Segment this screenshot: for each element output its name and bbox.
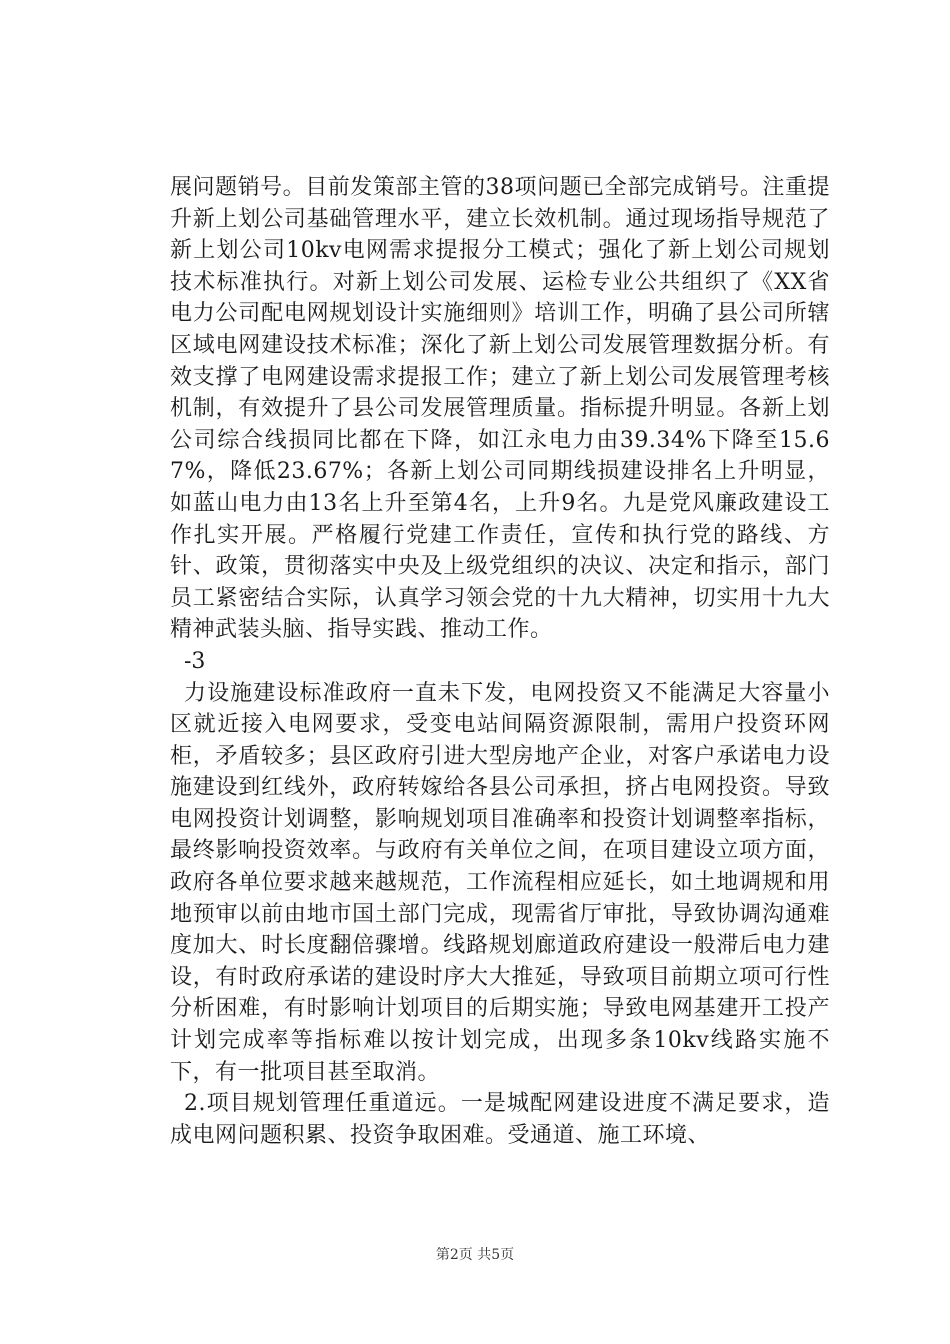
page-footer: 第2页 共5页 — [435, 1247, 515, 1263]
paragraph-3: 2.项目规划管理任重道远。一是城配网建设进度不满足要求，造成电网问题积累、投资争取困难。受通道、施工环境、 — [170, 1091, 830, 1148]
page-marker: -3 — [184, 648, 206, 674]
document-body — [170, 172, 830, 1151]
paragraph-1: 展问题销号。目前发策部主管的38项问题已全部完成销号。注重提升新上划公司基础管理水平，建立长效机制。通过现场指导规范了新上划公司10kv电网需求提报分工模式；强化了新上划公司规划技术标准执行。对新上划公司发展、运检专业公共组织了《XX省电力公司配电网规划设计实施细则》培训工作，明确了县公司所辖区域电网建设技术标准；深化了新上划公司发展管理数据分析。有效支撑了电网建设需求提报工作；建立了新上划公司发展管理考核机制，有效提升了县公司发展管理质量。指标提升明显。各新上划公司综合线损同比都在下降，如江永电力由39.34%下降至15.67%，降低23.67%；各新上划公司同期线损建设排名上升明显，如蓝山电力由13名上升至第4名，上升9名。九是党风廉政建设工作扎实开展。严格履行党建工作责任，宣传和执行党的路线、方针、政策，贯彻落实中央及上级党组织的决议、决定和指示，部门员工紧密结合实际，认真学习领会党的十九大精神，切实用十九大精神武装头脑、指导实践、推动工作。 — [170, 175, 830, 643]
paragraph-2: 力设施建设标准政府一直未下发，电网投资又不能满足大容量小区就近接入电网要求，受变电站间隔资源限制，需用户投资环网柜，矛盾较多；县区政府引进大型房地产企业，对客户承诺电力设施建设到红线外，政府转嫁给各县公司承担，挤占电网投资。导致电网投资计划调整，影响规划项目准确率和投资计划调整率指标，最终影响投资效率。与政府有关单位之间，在项目建设立项方面，政府各单位要求越来越规范，工作流程相应延长，如土地调规和用地预审以前由地市国土部门完成，现需省厅审批，导致协调沟通难度加大、时长度翻倍骤增。线路规划廊道政府建设一般滞后电力建设，有时政府承诺的建设时序大大推延，导致项目前期立项可行性分析困难，有时影响计划项目的后期实施；导致电网基建开工投产计划完成率等指标难以按计划完成，出现多条10kv线路实施不下，有一批项目甚至取消。 — [170, 680, 830, 1085]
